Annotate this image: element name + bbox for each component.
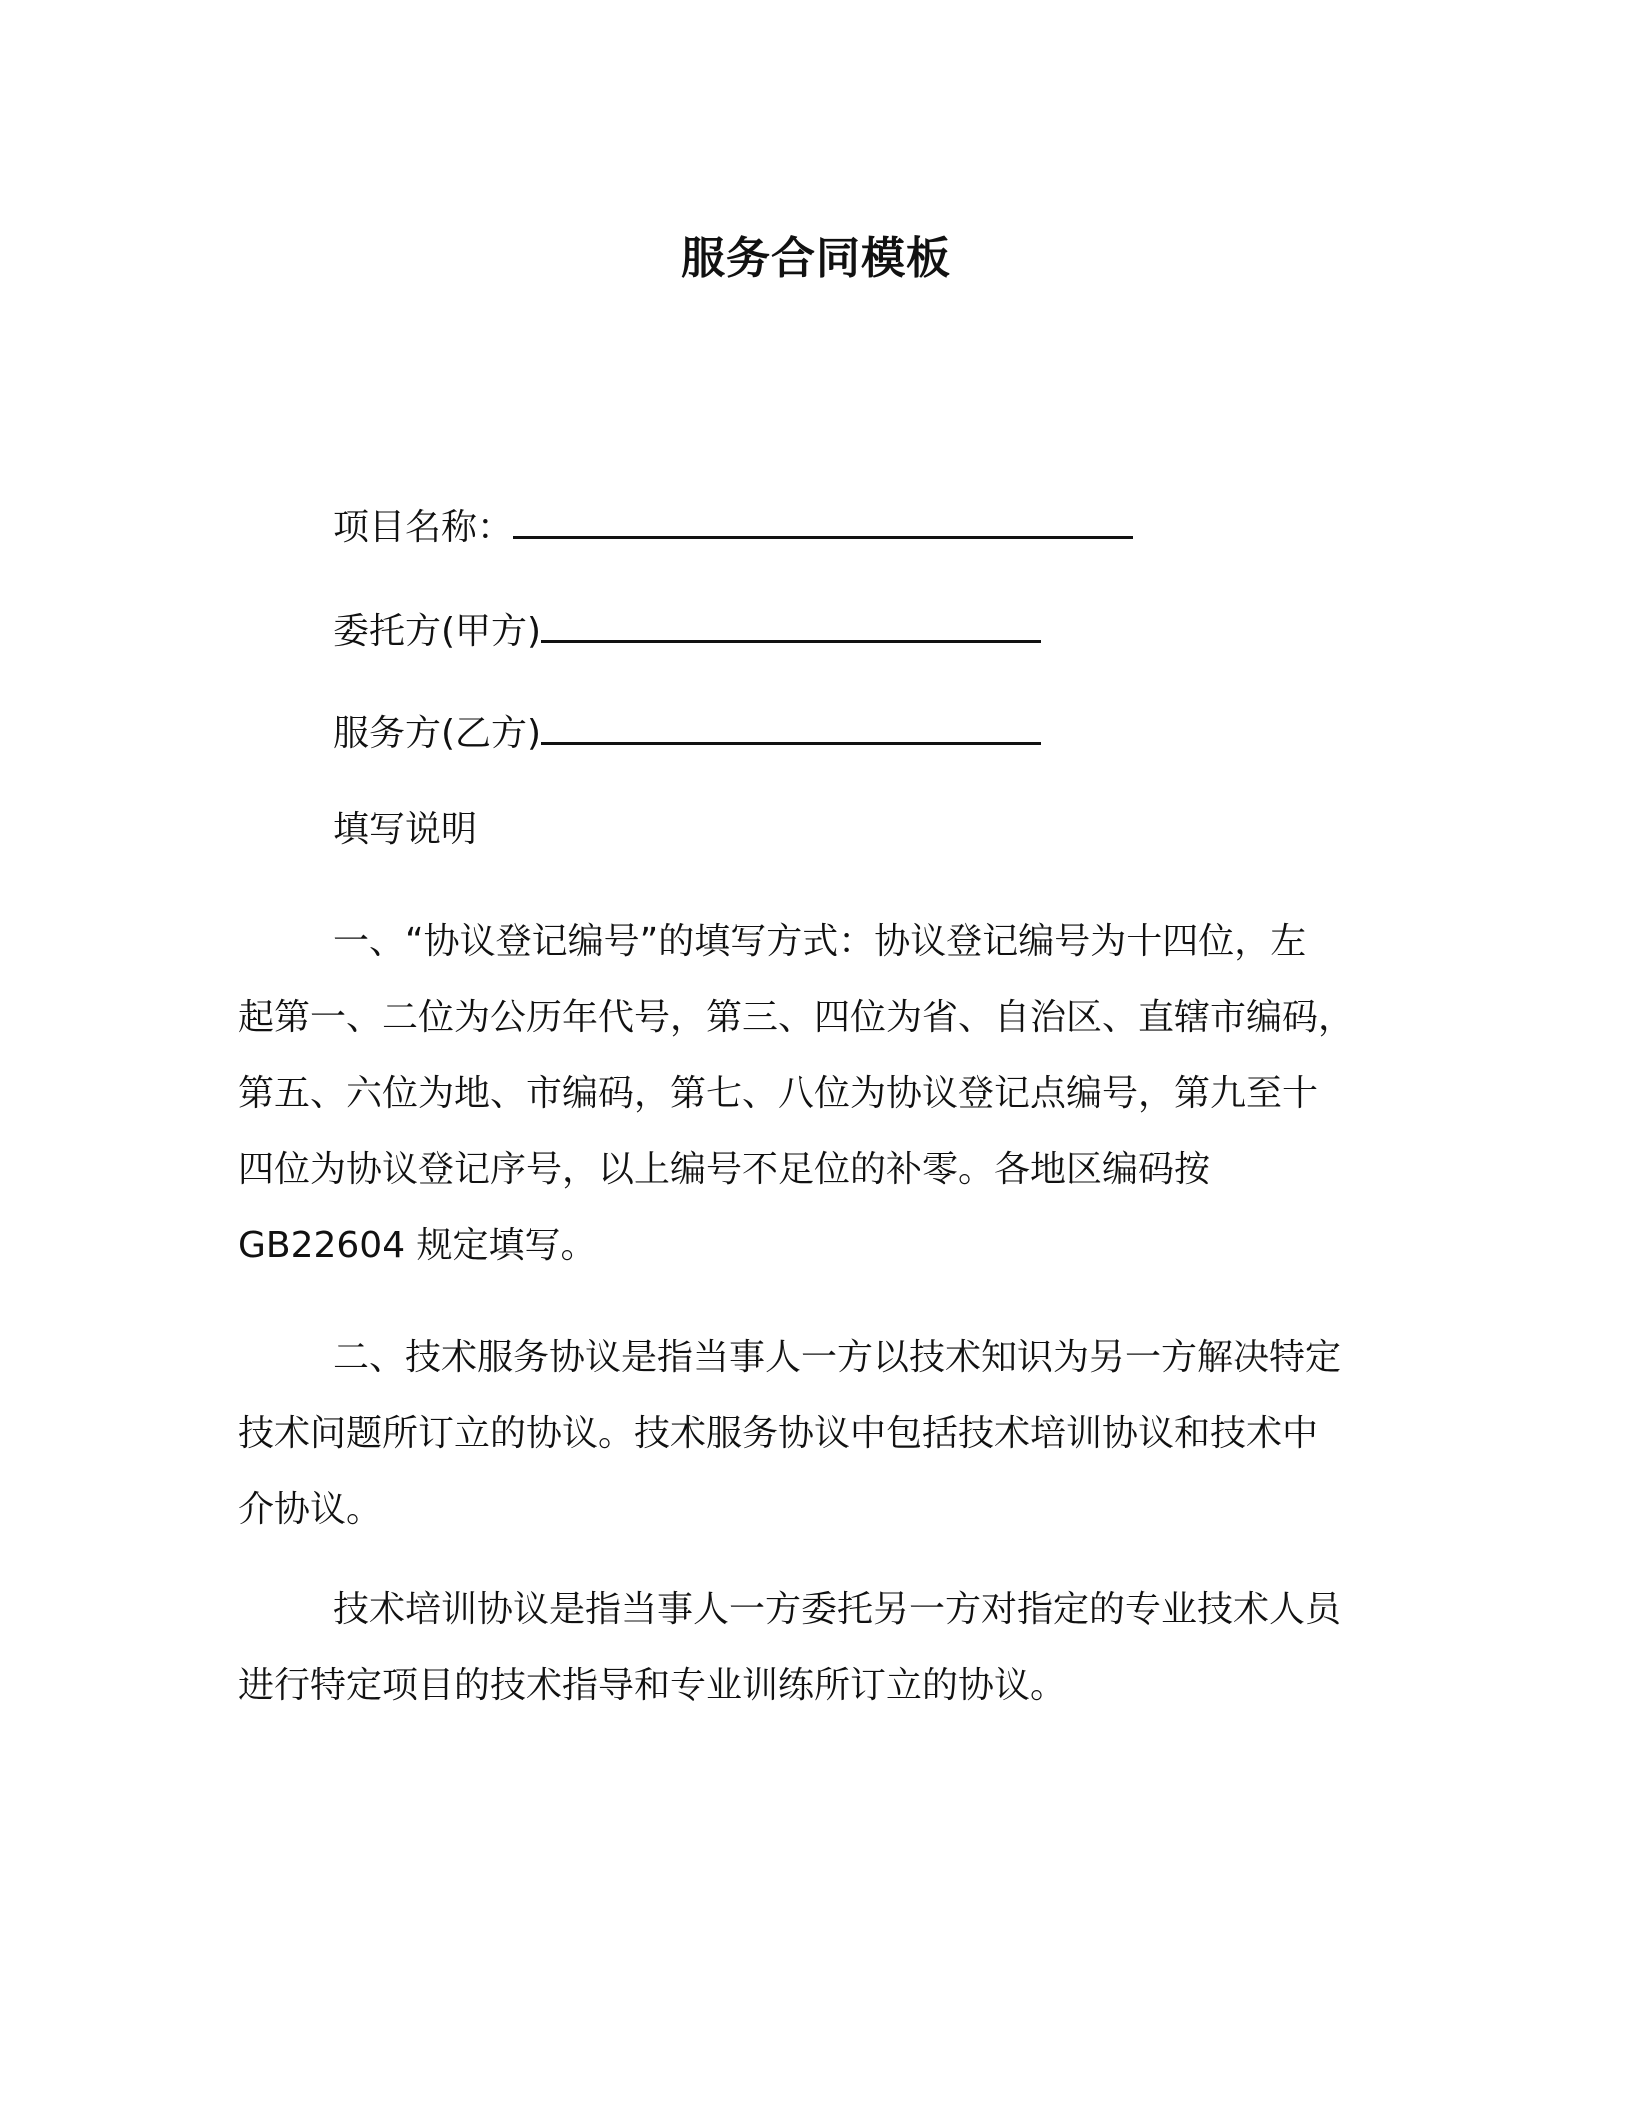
paragraph-technical-training	[238, 1572, 1374, 1724]
paragraph-line: 起第一、二位为公历年代号，第三、四位为省、自治区、直辖市编码，	[238, 997, 1355, 1038]
paragraph-line: 四位为协议登记序号，以上编号不足位的补零。各地区编码按	[238, 1149, 1211, 1190]
paragraph-line: 技术问题所订立的协议。技术服务协议中包括技术培训协议和技术中	[238, 1413, 1319, 1454]
provider-label: 服务方(乙方)	[333, 713, 542, 754]
paragraph-line: 二、技术服务协议是指当事人一方以技术知识为另一方解决特定	[333, 1337, 1342, 1378]
project-name-field	[333, 500, 1133, 552]
provider-field	[333, 706, 1041, 758]
project-name-label: 项目名称：	[333, 507, 514, 548]
client-label: 委托方(甲方)	[333, 611, 542, 652]
project-name-blank-line	[513, 500, 1133, 539]
paragraph-line: 一、“协议登记编号”的填写方式：协议登记编号为十四位，左	[333, 921, 1307, 962]
paragraph-line: 技术培训协议是指当事人一方委托另一方对指定的专业技术人员	[333, 1589, 1342, 1630]
paragraph-line: GB22604 规定填写。	[238, 1225, 597, 1266]
client-field	[333, 604, 1041, 656]
instructions-heading: 填写说明	[333, 809, 478, 850]
document-title: 服务合同模板	[681, 233, 951, 284]
paragraph-technical-service	[238, 1320, 1374, 1548]
client-blank-line	[541, 604, 1041, 643]
provider-blank-line	[541, 706, 1041, 745]
paragraph-line: 第五、六位为地、市编码，第七、八位为协议登记点编号，第九至十	[238, 1073, 1319, 1114]
paragraph-line: 进行特定项目的技术指导和专业训练所订立的协议。	[238, 1665, 1067, 1706]
paragraph-registration-number	[238, 904, 1374, 1284]
paragraph-line: 介协议。	[238, 1489, 383, 1530]
